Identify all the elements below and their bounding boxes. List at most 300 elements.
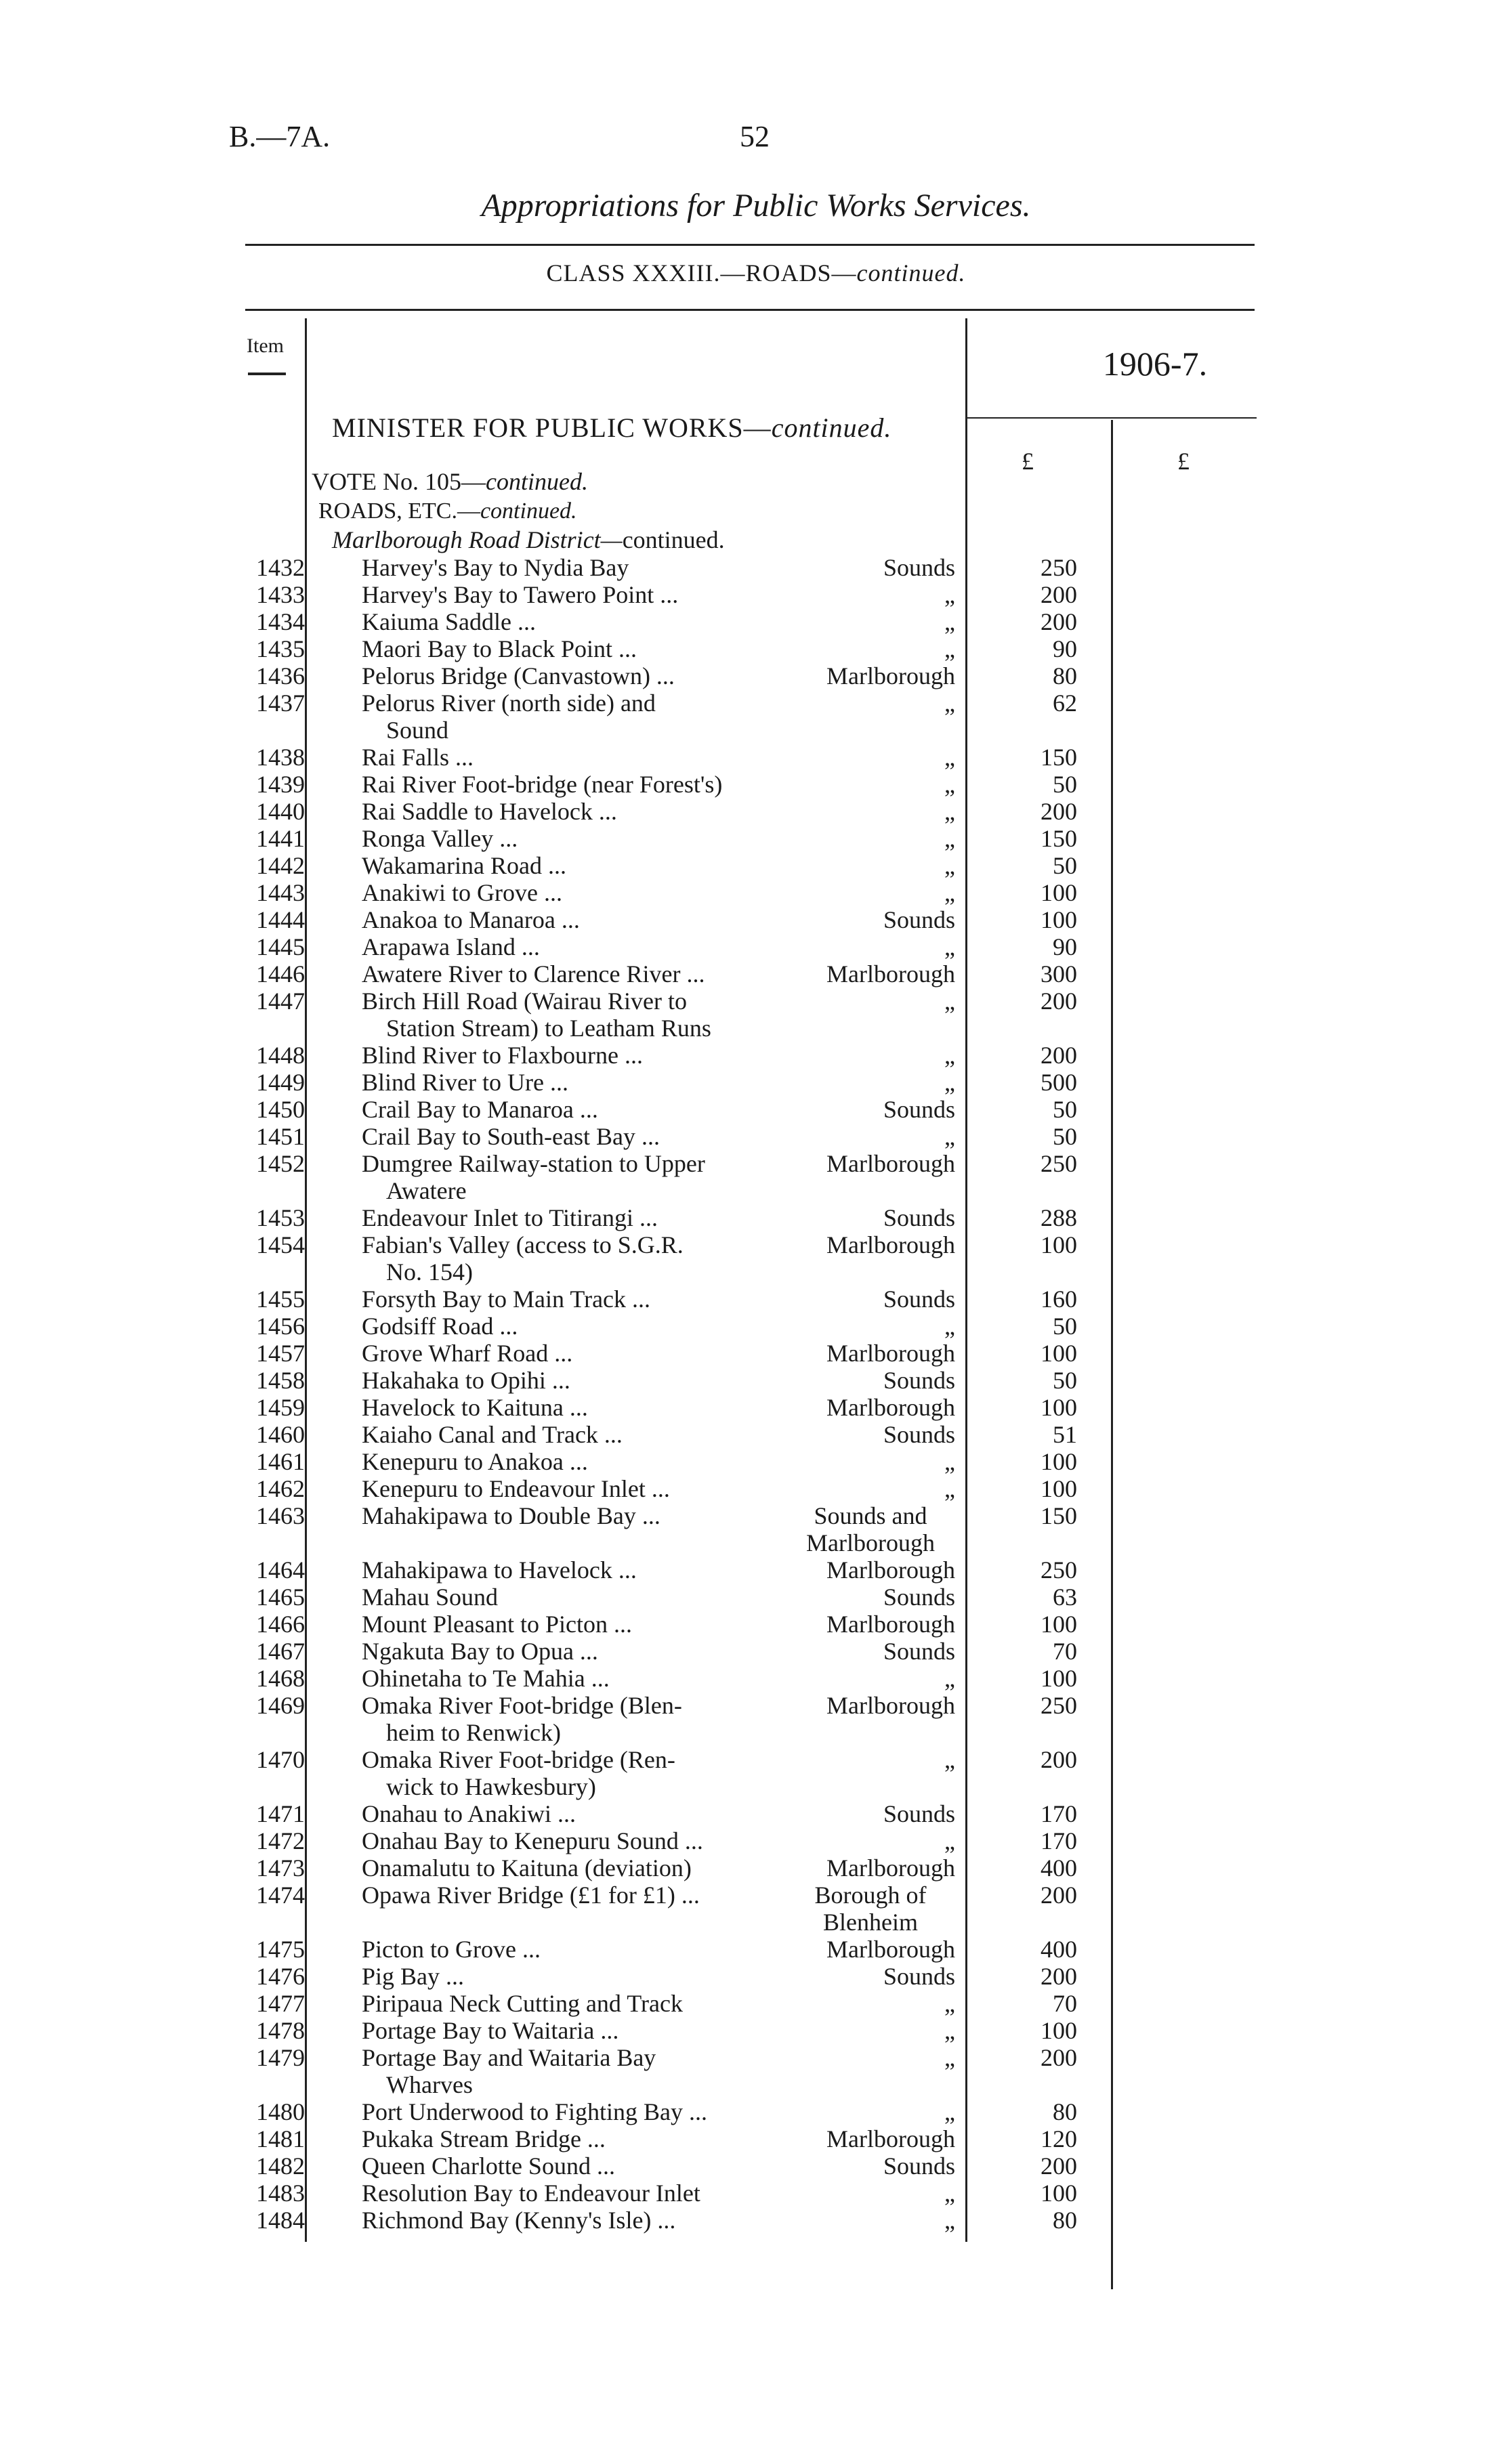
item-number: 1450: [256, 1096, 305, 1123]
amount: 70: [1053, 1990, 1077, 2017]
road-description-text: Omaka River Foot-bridge (Ren-: [362, 1746, 675, 1773]
road-description: [362, 987, 789, 1042]
road-description: [362, 1204, 789, 1231]
fiscal-year-header: 1906-7.: [1102, 345, 1208, 383]
amount: 80: [1053, 662, 1077, 689]
road-description: [362, 771, 789, 798]
road-description: [362, 1069, 789, 1096]
amount: 150: [1041, 1502, 1077, 1529]
amount: 250: [1041, 1556, 1077, 1584]
amount: 100: [1041, 1231, 1077, 1258]
district: „: [944, 689, 955, 717]
table-row: [0, 1340, 1512, 1367]
table-row: [0, 581, 1512, 608]
road-description-text: Ronga Valley ...: [362, 825, 518, 852]
road-description: [362, 2207, 789, 2234]
table-row: [0, 2044, 1512, 2098]
road-description: [362, 744, 789, 771]
amount: 200: [1041, 581, 1077, 608]
road-description-text: Blind River to Ure ...: [362, 1069, 568, 1096]
amount: 200: [1041, 2044, 1077, 2071]
item-number: 1443: [256, 879, 305, 906]
item-number: 1483: [256, 2180, 305, 2207]
amount: 90: [1053, 933, 1077, 960]
district: „: [944, 635, 955, 662]
road-description-text: Blind River to Flaxbourne ...: [362, 1042, 643, 1069]
table-row: [0, 1611, 1512, 1638]
road-description-text: Portage Bay and Waitaria Bay: [362, 2044, 656, 2071]
road-description-text: Kenepuru to Anakoa ...: [362, 1448, 588, 1475]
district: „: [944, 2044, 955, 2071]
amount: 51: [1053, 1421, 1077, 1448]
item-number: 1474: [256, 1882, 305, 1909]
road-description: [362, 1286, 789, 1313]
amount: 150: [1041, 825, 1077, 852]
item-number: 1481: [256, 2125, 305, 2152]
amount: 70: [1053, 1638, 1077, 1665]
district: „: [944, 2180, 955, 2207]
item-number: 1468: [256, 1665, 305, 1692]
road-description-text: Birch Hill Road (Wairau River to: [362, 987, 687, 1015]
class-heading: [0, 259, 1512, 287]
item-number: 1437: [256, 689, 305, 717]
district: Marlborough: [826, 1556, 955, 1584]
road-description: [362, 825, 789, 852]
table-row: [0, 933, 1512, 960]
district: Marlborough: [826, 960, 955, 987]
ministry-heading-suffix: continued.: [771, 412, 892, 443]
currency-symbol-left: £: [1022, 448, 1034, 475]
table-row: [0, 662, 1512, 689]
amount: 250: [1041, 554, 1077, 581]
road-description: [362, 1882, 789, 1909]
road-description-text: Dumgree Railway-station to Upper: [362, 1150, 705, 1177]
vote-heading: [312, 467, 588, 496]
item-number: 1441: [256, 825, 305, 852]
amount: 170: [1041, 1800, 1077, 1827]
amount: 50: [1053, 771, 1077, 798]
road-description: [362, 2180, 789, 2207]
district: Marlborough: [826, 1936, 955, 1963]
table-row: [0, 1665, 1512, 1692]
table-row: [0, 1448, 1512, 1475]
road-description-text: Godsiff Road ...: [362, 1313, 518, 1340]
road-description-text: Ohinetaha to Te Mahia ...: [362, 1665, 610, 1692]
table-row: [0, 1584, 1512, 1611]
road-description: [362, 1340, 789, 1367]
district: Marlborough: [826, 1340, 955, 1367]
road-description-text: Pig Bay ...: [362, 1963, 465, 1990]
amount: 50: [1053, 1367, 1077, 1394]
road-description-continuation: Sound: [386, 717, 449, 744]
amount: 250: [1041, 1692, 1077, 1719]
road-description: [362, 635, 789, 662]
amount: 100: [1041, 879, 1077, 906]
class-heading-suffix: continued.: [856, 259, 966, 286]
road-description: [362, 1313, 789, 1340]
road-description: [362, 1123, 789, 1150]
amount: 80: [1053, 2098, 1077, 2125]
road-description: [362, 1854, 789, 1882]
amount: 200: [1041, 1963, 1077, 1990]
amount: 100: [1041, 1475, 1077, 1502]
amount: 400: [1041, 1854, 1077, 1882]
roads-subheading: [318, 498, 577, 524]
road-description-text: Wakamarina Road ...: [362, 852, 566, 879]
vote-heading-suffix: continued.: [485, 468, 588, 495]
road-description: [362, 1827, 789, 1854]
item-number: 1460: [256, 1421, 305, 1448]
district: „: [944, 771, 955, 798]
item-number: 1482: [256, 2152, 305, 2180]
table-row: [0, 2207, 1512, 2234]
table-row: [0, 635, 1512, 662]
road-description: [362, 1231, 789, 1286]
item-number: 1472: [256, 1827, 305, 1854]
table-row: [0, 1854, 1512, 1882]
table-row: [0, 1936, 1512, 1963]
road-description-text: Mount Pleasant to Picton ...: [362, 1611, 632, 1638]
district: „: [944, 1042, 955, 1069]
road-description: [362, 2098, 789, 2125]
item-number: 1452: [256, 1150, 305, 1177]
district: „: [944, 1448, 955, 1475]
road-description: [362, 1394, 789, 1421]
table-row: [0, 1502, 1512, 1556]
item-number: 1435: [256, 635, 305, 662]
road-description-continuation: No. 154): [386, 1258, 473, 1286]
road-description-text: Pelorus Bridge (Canvastown) ...: [362, 662, 675, 689]
amount: 90: [1053, 635, 1077, 662]
district: Marlborough: [826, 1692, 955, 1719]
item-number: 1432: [256, 554, 305, 581]
district: Borough of Blenheim: [814, 1882, 927, 1936]
table-row: [0, 1069, 1512, 1096]
item-number: 1453: [256, 1204, 305, 1231]
road-description-text: Awatere River to Clarence River ...: [362, 960, 705, 987]
amount: 200: [1041, 798, 1077, 825]
district: Sounds and Marlborough: [806, 1502, 935, 1556]
road-description-text: Mahau Sound: [362, 1584, 498, 1611]
table-row: [0, 1746, 1512, 1800]
district: „: [944, 2098, 955, 2125]
district: Sounds: [883, 554, 955, 581]
table-row: [0, 1204, 1512, 1231]
district: „: [944, 1475, 955, 1502]
road-description-text: Anakoa to Manaroa ...: [362, 906, 580, 933]
amount: 100: [1041, 2017, 1077, 2044]
district: „: [944, 581, 955, 608]
district: Sounds: [883, 1096, 955, 1123]
amount: 200: [1041, 987, 1077, 1015]
district: „: [944, 987, 955, 1015]
road-description-text: Piripaua Neck Cutting and Track: [362, 1990, 683, 2017]
item-column-header: Item: [247, 335, 284, 357]
table-row: [0, 1367, 1512, 1394]
road-description-text: Kaiuma Saddle ...: [362, 608, 536, 635]
table-row: [0, 1150, 1512, 1204]
amount: 80: [1053, 2207, 1077, 2234]
district: „: [944, 2017, 955, 2044]
title-rule: [245, 244, 1255, 246]
table-row: [0, 1421, 1512, 1448]
table-row: [0, 1096, 1512, 1123]
item-number: 1459: [256, 1394, 305, 1421]
class-heading-prefix: CLASS XXXIII.—ROADS—: [546, 259, 857, 286]
appropriation-rows: [0, 554, 1512, 2234]
road-description: [362, 1990, 789, 2017]
item-number: 1444: [256, 906, 305, 933]
item-number: 1478: [256, 2017, 305, 2044]
road-description: [362, 1638, 789, 1665]
item-number: 1462: [256, 1475, 305, 1502]
road-description: [362, 960, 789, 987]
road-description: [362, 554, 789, 581]
amount: 50: [1053, 1096, 1077, 1123]
district: „: [944, 1313, 955, 1340]
road-description: [362, 2044, 789, 2098]
road-description: [362, 1936, 789, 1963]
road-description: [362, 1150, 789, 1204]
road-description-text: Harvey's Bay to Tawero Point ...: [362, 581, 679, 608]
road-description: [362, 1421, 789, 1448]
road-description-text: Rai River Foot-bridge (near Forest's): [362, 771, 723, 798]
road-description-text: Omaka River Foot-bridge (Blen-: [362, 1692, 682, 1719]
amount: 50: [1053, 852, 1077, 879]
road-description: [362, 1611, 789, 1638]
road-description-text: Queen Charlotte Sound ...: [362, 2152, 615, 2180]
roads-subheading-prefix: ROADS, ETC.—: [318, 498, 480, 524]
item-number: 1477: [256, 1990, 305, 2017]
item-number: 1448: [256, 1042, 305, 1069]
table-row: [0, 987, 1512, 1042]
roads-subheading-suffix: continued.: [480, 498, 577, 524]
amount: 120: [1041, 2125, 1077, 2152]
currency-symbol-right: £: [1177, 448, 1190, 475]
road-description-text: Resolution Bay to Endeavour Inlet: [362, 2180, 700, 2207]
road-description-text: Havelock to Kaituna ...: [362, 1394, 588, 1421]
table-row: [0, 1990, 1512, 2017]
table-row: [0, 1286, 1512, 1313]
table-row: [0, 1475, 1512, 1502]
item-number: 1470: [256, 1746, 305, 1773]
amount: 200: [1041, 2152, 1077, 2180]
item-number: 1434: [256, 608, 305, 635]
district: Marlborough: [826, 1394, 955, 1421]
road-description-continuation: Station Stream) to Leatham Runs: [386, 1015, 711, 1042]
road-description-text: Onahau to Anakiwi ...: [362, 1800, 576, 1827]
road-description-text: Arapawa Island ...: [362, 933, 540, 960]
table-row: [0, 1556, 1512, 1584]
page-title: Appropriations for Public Works Services.: [481, 188, 1031, 224]
road-description-text: Grove Wharf Road ...: [362, 1340, 573, 1367]
item-number: 1449: [256, 1069, 305, 1096]
district-subheading: [332, 526, 725, 554]
table-row: [0, 1638, 1512, 1665]
table-row: [0, 689, 1512, 744]
road-description: [362, 2152, 789, 2180]
item-number: 1445: [256, 933, 305, 960]
district: Sounds: [883, 1286, 955, 1313]
amount: 100: [1041, 1394, 1077, 1421]
road-description-text: Fabian's Valley (access to S.G.R.: [362, 1231, 684, 1258]
district: „: [944, 2207, 955, 2234]
road-description: [362, 1367, 789, 1394]
road-description-text: Pelorus River (north side) and: [362, 689, 656, 717]
amount: 200: [1041, 1882, 1077, 1909]
amount: 100: [1041, 906, 1077, 933]
road-description-text: Kaiaho Canal and Track ...: [362, 1421, 623, 1448]
road-description: [362, 1665, 789, 1692]
amount: 150: [1041, 744, 1077, 771]
item-number: 1455: [256, 1286, 305, 1313]
road-description: [362, 852, 789, 879]
table-top-rule: [245, 309, 1255, 311]
district-subheading-prefix: Marlborough Road District—: [332, 526, 623, 553]
road-description-text: Mahakipawa to Havelock ...: [362, 1556, 637, 1584]
table-row: [0, 906, 1512, 933]
table-row: [0, 1882, 1512, 1936]
district-subheading-suffix: continued.: [622, 526, 725, 553]
district: Marlborough: [826, 1231, 955, 1258]
item-number: 1436: [256, 662, 305, 689]
road-description: [362, 1475, 789, 1502]
road-description: [362, 2017, 789, 2044]
district: Marlborough: [826, 662, 955, 689]
item-number: 1451: [256, 1123, 305, 1150]
road-description-text: Port Underwood to Fighting Bay ...: [362, 2098, 707, 2125]
district: Sounds: [883, 1367, 955, 1394]
item-number: 1464: [256, 1556, 305, 1584]
road-description-continuation: heim to Renwick): [386, 1719, 561, 1746]
road-description: [362, 1448, 789, 1475]
item-number: 1475: [256, 1936, 305, 1963]
item-header-rule: [248, 373, 286, 375]
item-number: 1461: [256, 1448, 305, 1475]
item-number: 1438: [256, 744, 305, 771]
item-number: 1442: [256, 852, 305, 879]
page-number: 52: [740, 120, 770, 153]
item-number: 1484: [256, 2207, 305, 2234]
ministry-heading: [332, 412, 891, 444]
district: Sounds: [883, 1421, 955, 1448]
table-row: [0, 798, 1512, 825]
road-description: [362, 933, 789, 960]
item-number: 1466: [256, 1611, 305, 1638]
district: Sounds: [883, 1800, 955, 1827]
amount: 100: [1041, 2180, 1077, 2207]
amount: 500: [1041, 1069, 1077, 1096]
table-row: [0, 1692, 1512, 1746]
amount: 50: [1053, 1313, 1077, 1340]
road-description-text: Picton to Grove ...: [362, 1936, 541, 1963]
district: „: [944, 852, 955, 879]
road-description: [362, 879, 789, 906]
table-row: [0, 744, 1512, 771]
item-number: 1467: [256, 1638, 305, 1665]
amount: 200: [1041, 1746, 1077, 1773]
item-number: 1480: [256, 2098, 305, 2125]
road-description-text: Ngakuta Bay to Opua ...: [362, 1638, 598, 1665]
district: Marlborough: [826, 1150, 955, 1177]
district: Marlborough: [826, 1854, 955, 1882]
district: „: [944, 879, 955, 906]
road-description: [362, 906, 789, 933]
road-description-text: Richmond Bay (Kenny's Isle) ...: [362, 2207, 676, 2234]
road-description-text: Rai Saddle to Havelock ...: [362, 798, 617, 825]
district: „: [944, 1990, 955, 2017]
amount: 200: [1041, 1042, 1077, 1069]
road-description: [362, 1502, 789, 1529]
item-number: 1479: [256, 2044, 305, 2071]
district: „: [944, 1746, 955, 1773]
road-description-text: Onamalutu to Kaituna (deviation): [362, 1854, 692, 1882]
district: Sounds: [883, 1963, 955, 1990]
road-description: [362, 2125, 789, 2152]
amount: 200: [1041, 608, 1077, 635]
road-description: [362, 1800, 789, 1827]
table-row: [0, 2152, 1512, 2180]
district: „: [944, 1069, 955, 1096]
year-rule: [965, 417, 1257, 419]
amount: 50: [1053, 1123, 1077, 1150]
road-description-text: Onahau Bay to Kenepuru Sound ...: [362, 1827, 703, 1854]
road-description: [362, 1096, 789, 1123]
table-row: [0, 608, 1512, 635]
table-row: [0, 1394, 1512, 1421]
document-reference: B.—7A.: [229, 120, 331, 153]
road-description: [362, 1692, 789, 1746]
item-number: 1456: [256, 1313, 305, 1340]
table-row: [0, 1313, 1512, 1340]
road-description-continuation: Awatere: [386, 1177, 467, 1204]
table-row: [0, 879, 1512, 906]
road-description: [362, 608, 789, 635]
item-number: 1454: [256, 1231, 305, 1258]
road-description-continuation: wick to Hawkesbury): [386, 1773, 596, 1800]
table-row: [0, 960, 1512, 987]
item-number: 1458: [256, 1367, 305, 1394]
amount: 160: [1041, 1286, 1077, 1313]
amount: 100: [1041, 1665, 1077, 1692]
amount: 62: [1053, 689, 1077, 717]
table-row: [0, 1827, 1512, 1854]
road-description-text: Crail Bay to South-east Bay ...: [362, 1123, 660, 1150]
road-description: [362, 1584, 789, 1611]
district: Sounds: [883, 2152, 955, 2180]
district: Sounds: [883, 1204, 955, 1231]
district: Sounds: [883, 1584, 955, 1611]
district: „: [944, 608, 955, 635]
district: „: [944, 798, 955, 825]
table-row: [0, 2125, 1512, 2152]
road-description-text: Opawa River Bridge (£1 for £1) ...: [362, 1882, 700, 1909]
table-row: [0, 771, 1512, 798]
table-row: [0, 2017, 1512, 2044]
item-number: 1439: [256, 771, 305, 798]
vote-heading-prefix: VOTE No. 105—: [312, 468, 486, 495]
item-number: 1457: [256, 1340, 305, 1367]
table-row: [0, 1123, 1512, 1150]
table-row: [0, 1963, 1512, 1990]
amount: 400: [1041, 1936, 1077, 1963]
road-description-text: Rai Falls ...: [362, 744, 474, 771]
road-description-text: Maori Bay to Black Point ...: [362, 635, 637, 662]
road-description: [362, 1963, 789, 1990]
district: Marlborough: [826, 2125, 955, 2152]
amount: 300: [1041, 960, 1077, 987]
item-number: 1465: [256, 1584, 305, 1611]
